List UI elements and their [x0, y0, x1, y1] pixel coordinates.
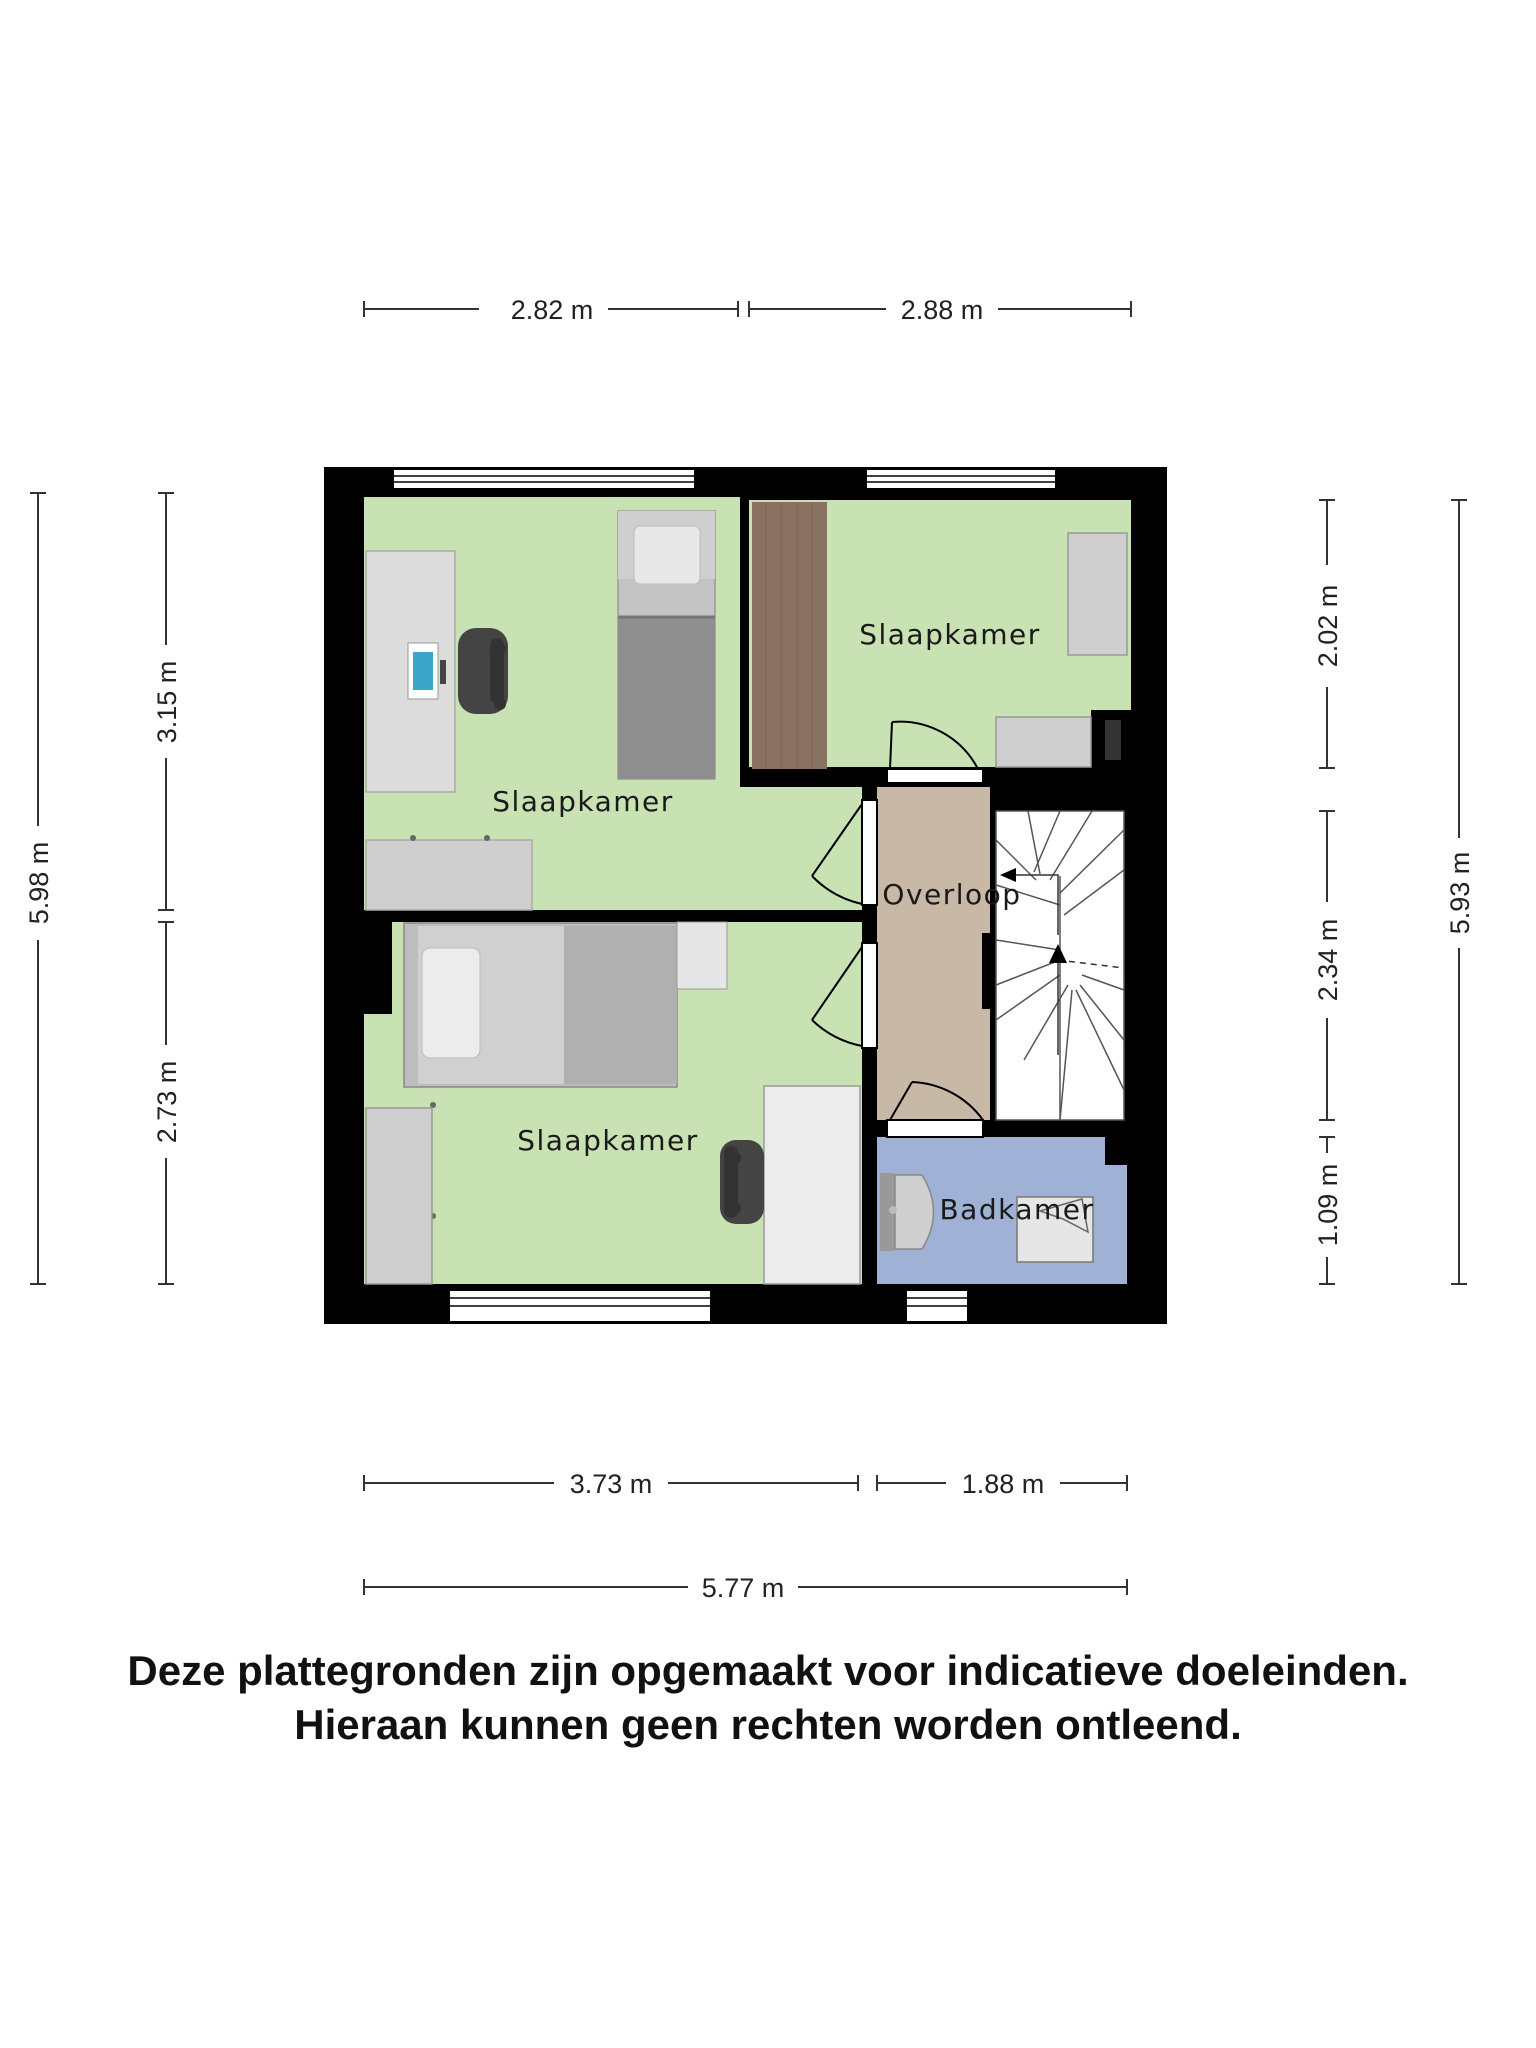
dim-right-lower-label: 1.09 m — [1313, 1163, 1343, 1247]
desk-top-right — [1068, 533, 1127, 655]
room-label-landing: Overloop — [882, 878, 1022, 911]
dim-right-middle-label: 2.34 m — [1313, 918, 1343, 1002]
office-chair-bottom — [720, 1140, 764, 1224]
dim-left-total-label: 5.98 m — [24, 841, 54, 925]
bathroom-corner — [1105, 1137, 1127, 1165]
dresser-bottom-left — [366, 1108, 432, 1284]
dim-top-left-label: 2.82 m — [510, 295, 594, 325]
disclaimer-line-1: Deze plattegronden zijn opgemaakt voor indicatieve doeleinden. — [127, 1647, 1409, 1694]
wall-stair-top — [996, 783, 1127, 811]
wardrobe — [752, 502, 827, 769]
room-label-bedroom-bottom: Slaapkamer — [517, 1124, 699, 1157]
disclaimer-line-2: Hieraan kunnen geen rechten worden ontleend. — [294, 1701, 1242, 1748]
wall-bedrooms-divider — [364, 910, 877, 922]
disclaimer — [0, 1644, 1536, 1752]
dim-top-right-label: 2.88 m — [900, 295, 984, 325]
dim-bottom-right-label: 1.88 m — [961, 1469, 1045, 1499]
wall-left-niche — [364, 922, 392, 1014]
desk-bottom-right — [764, 1086, 860, 1284]
cabinet-top-right — [996, 717, 1091, 767]
office-chair-top — [458, 628, 508, 714]
landing-floor — [877, 787, 990, 1120]
bed-top-left — [618, 511, 715, 779]
dim-left-upper-label: 3.15 m — [152, 660, 182, 744]
dim-right-total-label: 5.93 m — [1445, 851, 1475, 935]
dim-left-lower-label: 2.73 m — [152, 1060, 182, 1144]
desk-top-left — [366, 551, 455, 792]
room-label-bedroom-top-right: Slaapkamer — [859, 618, 1041, 651]
stair-handrail — [982, 933, 991, 1009]
shaft-inner — [1105, 720, 1121, 760]
dim-right-upper-label: 2.02 m — [1313, 584, 1343, 668]
toilet — [880, 1173, 934, 1251]
dim-bottom-total-label: 5.77 m — [701, 1573, 785, 1603]
room-label-bathroom: Badkamer — [939, 1193, 1095, 1226]
dresser-top-left — [366, 840, 532, 910]
room-label-bedroom-top-left: Slaapkamer — [492, 785, 674, 818]
dim-bottom-left-label: 3.73 m — [569, 1469, 653, 1499]
wall-top-divider — [740, 497, 749, 787]
bedroom-top-left-floor-ext — [740, 787, 862, 910]
